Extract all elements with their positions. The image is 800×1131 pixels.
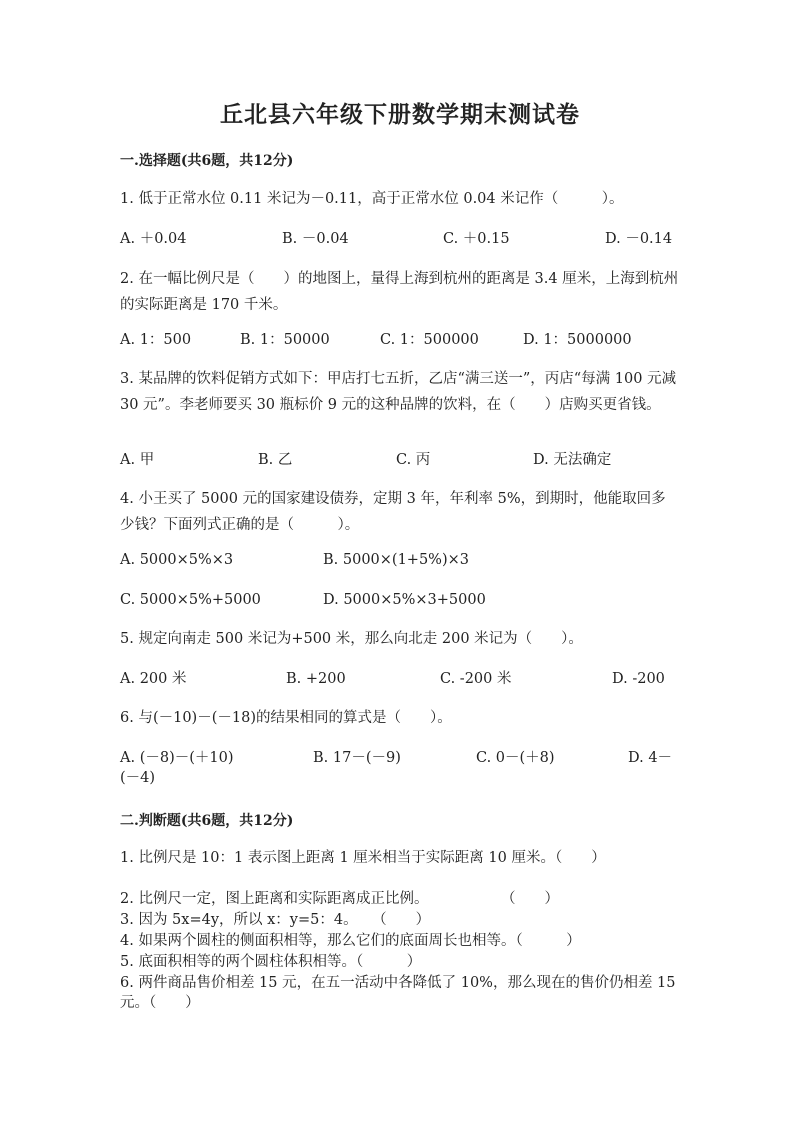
question-3-text: 3. 某品牌的饮料促销方式如下：甲店打七五折，乙店“满三送一”，丙店“每满 100 元减 30 元”。李老师要买 30 瓶标价 9 元的这种品牌的饮料，在（ ）店购买更省钱。 <box>120 371 677 413</box>
judgment-item-5: 5. 底面积相等的两个圆柱体积相等。（ ） <box>120 954 422 970</box>
question-3-option-a: A. 甲 <box>120 452 155 468</box>
question-4-option-b: B. 5000×(1+5%)×3 <box>323 552 469 568</box>
question-1-option-d: D. －0.14 <box>605 231 673 247</box>
question-2-option-a: A. 1：500 <box>120 332 192 348</box>
page-title: 丘北县六年级下册数学期末测试卷 <box>220 101 580 128</box>
judgment-item-6: 6. 两件商品售价相差 15 元，在五一活动中各降低了 10%，那么现在的售价仍相差 15 元。（ ） <box>120 975 676 1011</box>
question-5-option-c: C. -200 米 <box>440 671 512 687</box>
question-6-option-d-continued: (－4) <box>120 770 156 786</box>
question-2-option-b: B. 1：50000 <box>240 332 330 348</box>
question-3-option-c: C. 丙 <box>396 452 431 468</box>
question-2-text: 2. 在一幅比例尺是（ ）的地图上，量得上海到杭州的距离是 3.4 厘米，上海到杭州的实际距离是 170 千米。 <box>120 271 679 313</box>
question-3-option-d: D. 无法确定 <box>533 452 612 468</box>
question-1-text: 1. 低于正常水位 0.11 米记为－0.11，高于正常水位 0.04 米记作（ ）。 <box>120 191 624 207</box>
question-2-option-c: C. 1：500000 <box>380 332 479 348</box>
question-4-text: 4. 小王买了 5000 元的国家建设债券，定期 3 年，年利率 5%，到期时，他能取回多少钱？下面列式正确的是（ ）。 <box>120 491 666 533</box>
question-5-option-a: A. 200 米 <box>120 671 187 687</box>
question-5-option-d: D. -200 <box>612 671 665 687</box>
question-6-option-d: D. 4－ <box>628 750 673 766</box>
question-1-option-a: A. ＋0.04 <box>120 231 187 247</box>
question-1-option-b: B. －0.04 <box>282 231 349 247</box>
question-3-option-b: B. 乙 <box>258 452 293 468</box>
question-4-option-a: A. 5000×5%×3 <box>120 552 234 568</box>
question-5-option-b: B. +200 <box>286 671 346 687</box>
question-4-option-d: D. 5000×5%×3+5000 <box>323 592 486 608</box>
judgment-item-2: 2. 比例尺一定，图上距离和实际距离成正比例。 （ ） <box>120 891 559 907</box>
section-heading-judgment: 二.判断题(共6题，共12分) <box>120 813 294 829</box>
section-heading-choice: 一.选择题(共6题，共12分) <box>120 153 294 169</box>
judgment-item-1: 1. 比例尺是 10：1 表示图上距离 1 厘米相当于实际距离 10 厘米。（ ） <box>120 850 606 866</box>
question-6-option-a: A. (－8)－(＋10) <box>120 750 234 766</box>
question-6-option-c: C. 0－(＋8) <box>476 750 555 766</box>
judgment-item-3: 3. 因为 5x=4y，所以 x：y=5：4。 （ ） <box>120 912 431 928</box>
question-1-option-c: C. ＋0.15 <box>443 231 510 247</box>
question-4-option-c: C. 5000×5%+5000 <box>120 592 261 608</box>
question-6-text: 6. 与(－10)－(－18)的结果相同的算式是（ ）。 <box>120 710 452 726</box>
judgment-item-4: 4. 如果两个圆柱的侧面积相等，那么它们的底面周长也相等。（ ） <box>120 933 581 949</box>
question-6-option-b: B. 17－(－9) <box>313 750 401 766</box>
question-2-option-d: D. 1：5000000 <box>523 332 632 348</box>
question-5-text: 5. 规定向南走 500 米记为+500 米，那么向北走 200 米记为（ ）。 <box>120 631 583 647</box>
